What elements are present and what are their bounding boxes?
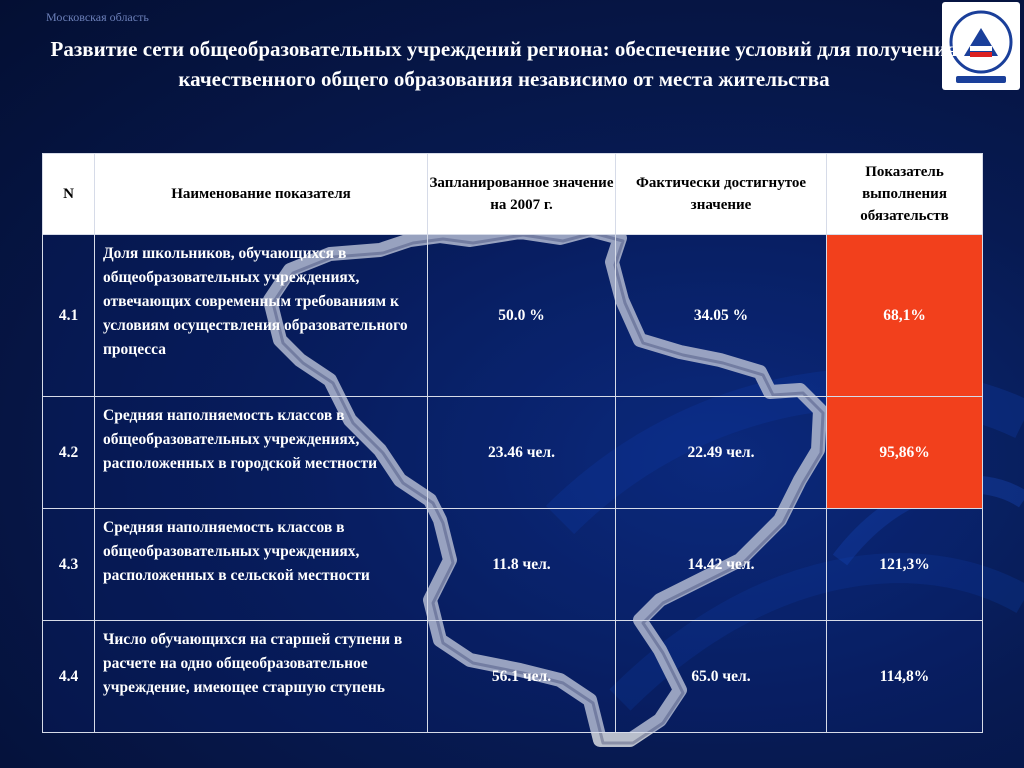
col-header-indicator-name: Наименование показателя <box>95 154 428 235</box>
row-number: 4.1 <box>43 235 95 397</box>
actual-value: 22.49 чел. <box>616 397 827 509</box>
row-number: 4.3 <box>43 509 95 621</box>
table-row <box>43 621 983 733</box>
table-row <box>43 509 983 621</box>
fulfillment-value: 114,8% <box>827 621 983 733</box>
indicator-name: Средняя наполняемость классов в общеобразовательных учреждениях, расположенных в городской местности <box>95 397 428 509</box>
indicator-name: Доля школьников, обучающихся в общеобразовательных учреждениях, отвечающих современным требованиям к условиям осуществления образовательного процесса <box>95 235 428 397</box>
fulfillment-value: 121,3% <box>827 509 983 621</box>
actual-value: 65.0 чел. <box>616 621 827 733</box>
table-row <box>43 235 983 397</box>
row-number: 4.4 <box>43 621 95 733</box>
table-row <box>43 397 983 509</box>
col-header-actual-value: Фактически достигнутое значение <box>616 154 827 235</box>
fulfillment-value: 68,1% <box>827 235 983 397</box>
col-header-planned-value: Запланированное значение на 2007 г. <box>428 154 616 235</box>
planned-value: 23.46 чел. <box>428 397 616 509</box>
actual-value: 34.05 % <box>616 235 827 397</box>
row-number: 4.2 <box>43 397 95 509</box>
planned-value: 56.1 чел. <box>428 621 616 733</box>
page-title: Развитие сети общеобразовательных учреждений региона: обеспечение условий для получения качественного общего образования независимо от места жительства <box>50 37 958 91</box>
indicator-name: Средняя наполняемость классов в общеобразовательных учреждениях, расположенных в сельской местности <box>95 509 428 621</box>
region-label: Московская область <box>46 10 149 24</box>
fulfillment-value: 95,86% <box>827 397 983 509</box>
actual-value: 14.42 чел. <box>616 509 827 621</box>
planned-value: 11.8 чел. <box>428 509 616 621</box>
table-header-row <box>43 154 983 235</box>
indicator-name: Число обучающихся на старшей ступени в расчете на одно общеобразовательное учреждение, имеющее старшую ступень <box>95 621 428 733</box>
planned-value: 50.0 % <box>428 235 616 397</box>
col-header-number: N <box>43 154 95 235</box>
indicators-table <box>42 153 983 733</box>
col-header-fulfillment: Показатель выполнения обязательств <box>827 154 983 235</box>
